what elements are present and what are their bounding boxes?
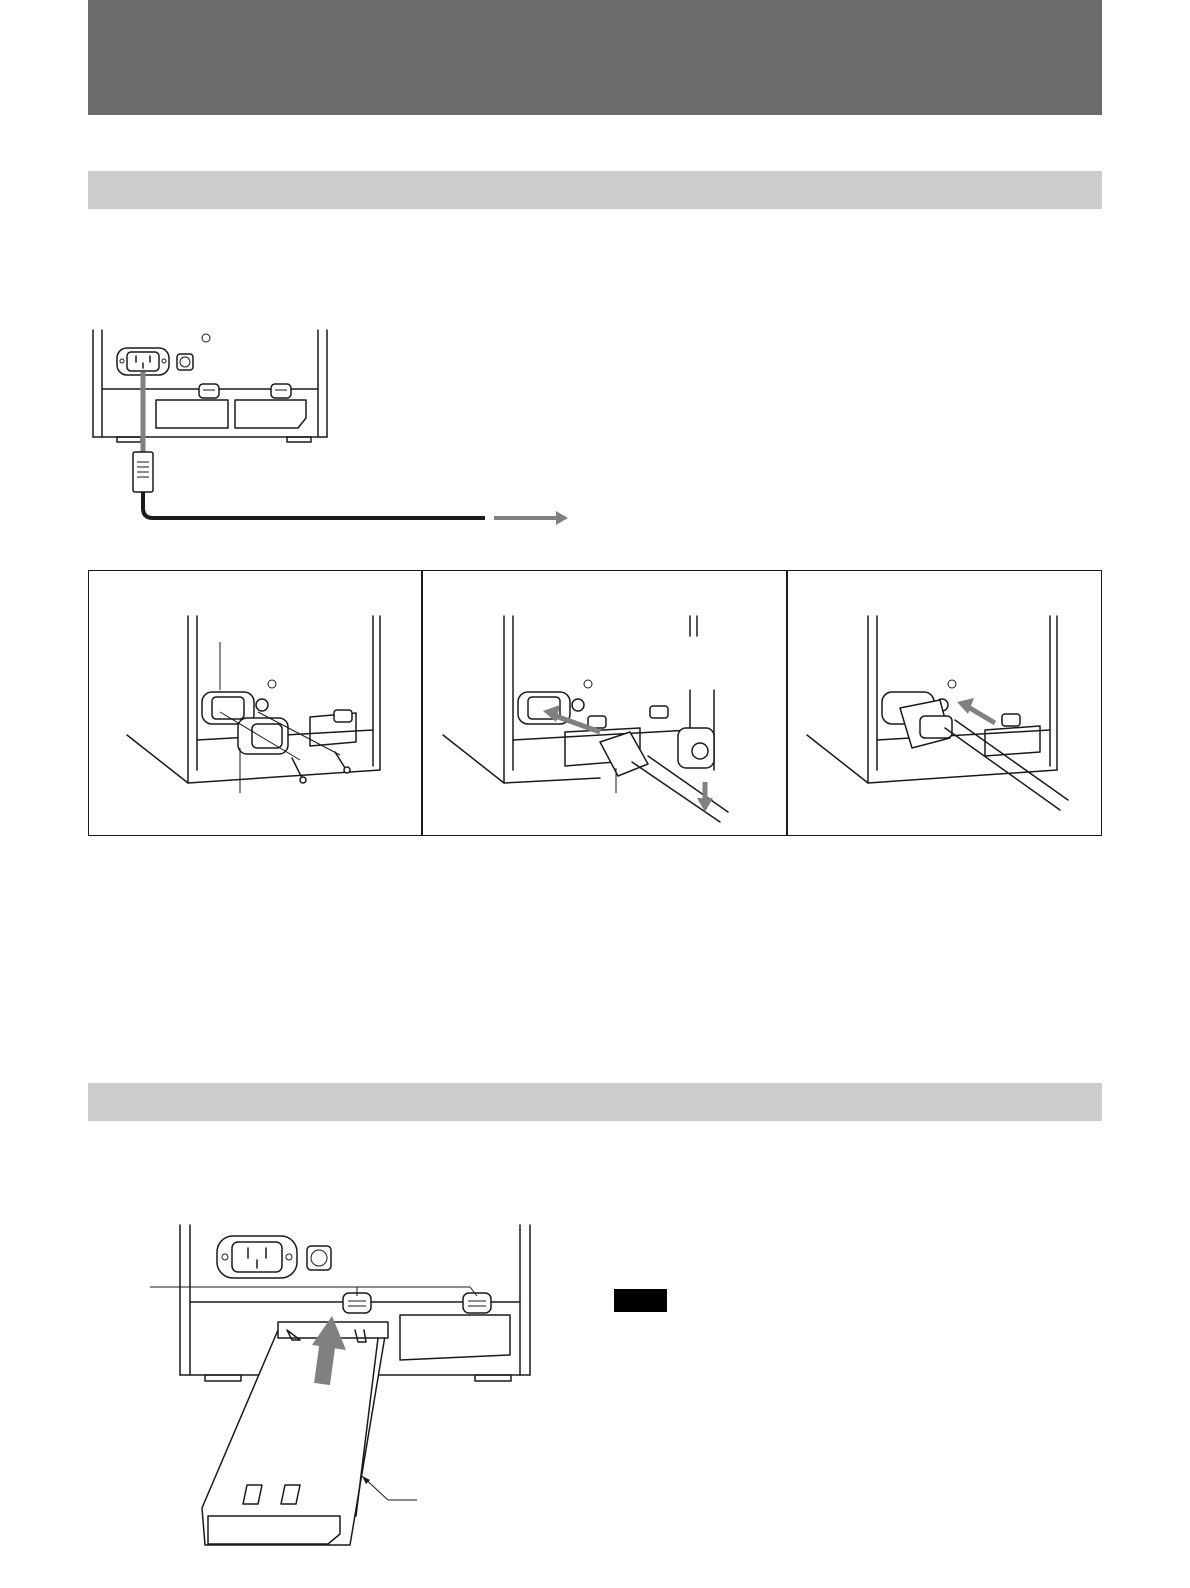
power-cord: [143, 492, 485, 518]
unit-rear-top: [93, 330, 327, 442]
release-lever: [343, 1293, 371, 1313]
power-plug: [133, 452, 153, 492]
plug-holder-steps: [88, 570, 1102, 836]
note-label: [614, 1289, 667, 1312]
section-bar-power: [88, 171, 1102, 209]
release-lever: [463, 1293, 491, 1313]
gray-arrow-icon: [556, 511, 568, 525]
insert-arrow: [312, 1316, 346, 1350]
unit-rear-bottom: [150, 1225, 530, 1381]
cassette: [202, 1322, 417, 1545]
section-bar-cassette: [88, 1083, 1102, 1121]
header-band: [88, 0, 1102, 115]
